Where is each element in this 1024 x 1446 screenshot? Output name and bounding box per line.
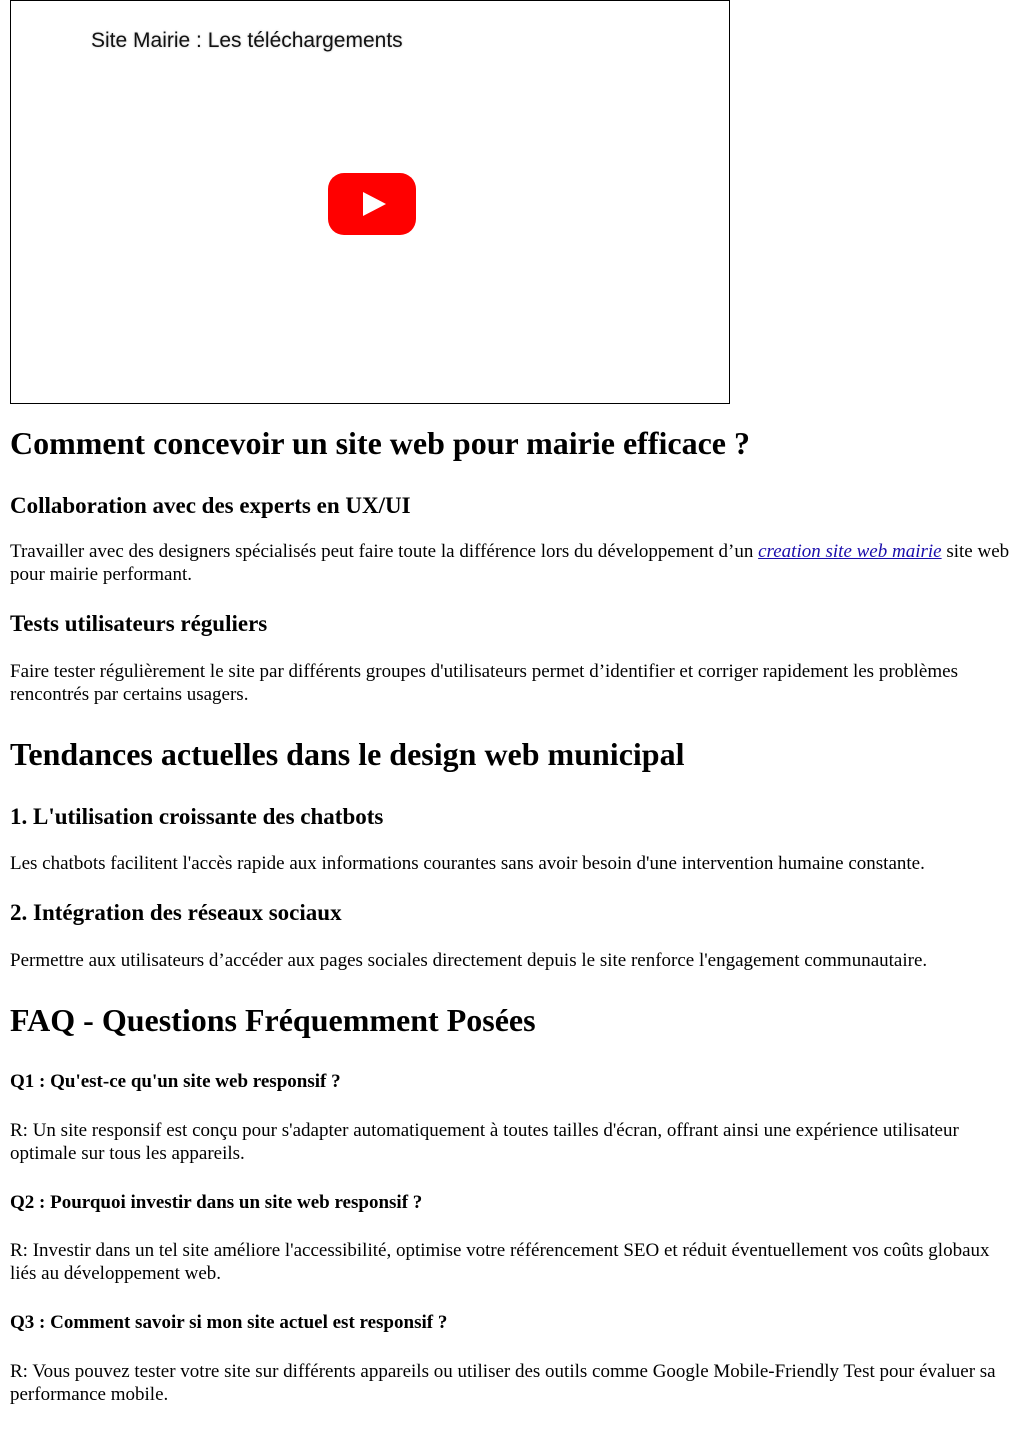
subheading-tests-utilisateurs: Tests utilisateurs réguliers: [10, 611, 268, 637]
section-heading-faq: FAQ - Questions Fréquemment Posées: [10, 1001, 536, 1038]
article-content: [10, 425, 1010, 1406]
section-heading-tendances: Tendances actuelles dans le design web municipal: [10, 735, 685, 772]
play-icon[interactable]: [328, 173, 416, 235]
video-title[interactable]: Site Mairie : Les téléchargements: [91, 29, 403, 52]
faq-question-3: Q3 : Comment savoir si mon site actuel est responsif ?: [10, 1312, 448, 1334]
section-heading-conception: Comment concevoir un site web pour mairie efficace ?: [10, 425, 750, 461]
paragraph-reseaux-sociaux: Permettre aux utilisateurs d’accéder aux pages sociales directement depuis le site renforce l'engagement communautaire.: [10, 949, 928, 971]
video-embed[interactable]: [10, 0, 730, 404]
paragraph-chatbots: Les chatbots facilitent l'accès rapide aux informations courantes sans avoir besoin d'une intervention humaine constante.: [10, 853, 925, 875]
paragraph-collaboration-text-before: Travailler avec des designers spécialisés peut faire toute la différence lors du développement d’un: [10, 541, 759, 563]
faq-question-1: Q1 : Qu'est-ce qu'un site web responsif ?: [10, 1070, 341, 1092]
faq-question-2: Q2 : Pourquoi investir dans un site web responsif ?: [10, 1191, 423, 1213]
paragraph-collaboration: [10, 540, 1010, 586]
paragraph-collaboration-text-after: site web pour mairie performant.: [10, 541, 1010, 586]
subheading-reseaux-sociaux: 2. Intégration des réseaux sociaux: [10, 900, 342, 926]
faq-answer-1: R: Un site responsif est conçu pour s'adapter automatiquement à toutes tailles d'écran, offrant ainsi une expérience utilisateur optimale sur tous les appareils.: [10, 1119, 959, 1164]
creation-site-web-mairie-link[interactable]: creation site web mairie: [758, 541, 942, 563]
faq-answer-3: R: Vous pouvez tester votre site sur différents appareils ou utiliser des outils comme Google Mobile-Friendly Test pour évaluer sa performance mobile.: [10, 1361, 996, 1406]
subheading-collaboration: Collaboration avec des experts en UX/UI: [10, 492, 411, 518]
faq-answer-2: R: Investir dans un tel site améliore l'accessibilité, optimise votre référencement SEO et réduit éventuellement vos coûts globaux liés au développement web.: [10, 1240, 990, 1285]
subheading-chatbots: 1. L'utilisation croissante des chatbots: [10, 803, 384, 829]
paragraph-tests-utilisateurs: Faire tester régulièrement le site par différents groupes d'utilisateurs permet d’identifier et corriger rapidement les problèmes rencontrés par certains usagers.: [10, 660, 958, 705]
